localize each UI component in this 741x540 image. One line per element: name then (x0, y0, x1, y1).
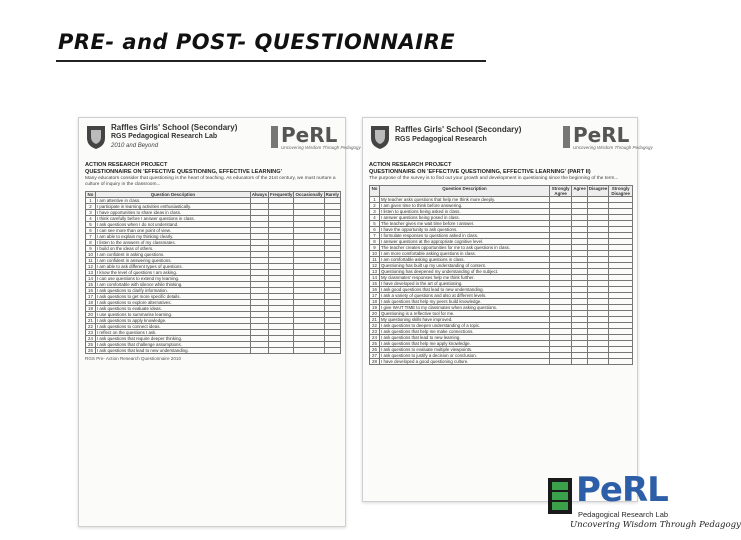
slide-title: PRE- and POST- QUESTIONNAIRE (58, 30, 456, 54)
title-underline (56, 60, 486, 62)
column-header: Strongly Agree (550, 186, 572, 197)
perl-brand: PeRL (576, 470, 668, 510)
year-text: 2010 and Beyond (111, 143, 159, 149)
question-number: 25 (370, 341, 380, 347)
question-number: 16 (370, 287, 380, 293)
question-number: 26 (86, 348, 96, 354)
question-number: 10 (370, 251, 380, 257)
question-text: I ask questions that challenge assumptions. (95, 342, 250, 348)
question-number: 1 (86, 198, 96, 204)
perl-lab-name: Pedagogical Research Lab (578, 510, 669, 519)
question-number: 9 (86, 246, 96, 252)
question-number: 14 (86, 276, 96, 282)
question-text: I ask questions that require deeper thinking. (95, 336, 250, 342)
question-text: I am able to ask different types of questions. (95, 264, 250, 270)
post-questionnaire-document (362, 117, 653, 502)
perl-corner-logo (548, 470, 741, 532)
question-text: I ask questions to justify a decision or conclusion. (380, 353, 550, 359)
question-text: Questioning has built up my understanding of content. (380, 263, 550, 269)
column-header: Frequently (270, 192, 293, 197)
question-number: 21 (86, 318, 96, 324)
column-header: Question Description (380, 186, 550, 197)
question-text: I ask questions to get more specific details. (95, 294, 250, 300)
question-number: 26 (370, 347, 380, 353)
table-row (86, 348, 341, 354)
question-number: 17 (370, 293, 380, 299)
question-text: I ask questions that help me make connections. (380, 329, 550, 335)
doc-header (79, 118, 361, 162)
question-text: I can use questions to extend my learning. (95, 276, 250, 282)
question-text: I ask questions to apply knowledge. (95, 318, 250, 324)
question-text: Questioning is a reflective tool for me. (380, 311, 550, 317)
question-text: I ask good questions that lead to new understanding. (380, 287, 550, 293)
question-number: 6 (370, 227, 380, 233)
rating-cell (587, 359, 609, 365)
question-text: I have opportunities to share ideas in class. (95, 210, 250, 216)
rating-cell (324, 348, 340, 354)
question-text: I am comfortable asking questions in class. (380, 257, 550, 263)
questionnaire-heading: QUESTIONNAIRE ON 'EFFECTIVE QUESTIONING, EFFECTIVE LEARNING' (85, 169, 282, 175)
perl-logo-text: PeRL (573, 123, 630, 147)
question-text: I ask questions to clarify information. (95, 288, 250, 294)
question-number: 8 (370, 239, 380, 245)
school-name: Raffles Girls' School (Secondary) (395, 125, 522, 134)
question-text: I think carefully before I answer questions in class. (95, 216, 250, 222)
question-text: Questioning has deepened my understanding of the subject. (380, 269, 550, 275)
doc-header (363, 118, 653, 162)
question-number: 14 (370, 275, 380, 281)
question-number: 1 (370, 197, 380, 203)
question-number: 21 (370, 317, 380, 323)
question-text: I have developed a good questioning culture. (380, 359, 550, 365)
question-text: I am confident in asking questions. (95, 252, 250, 258)
question-text: I have the opportunity to ask questions. (380, 227, 550, 233)
question-text: I ask questions to explore alternatives. (95, 300, 250, 306)
question-number: 23 (370, 329, 380, 335)
question-number: 4 (86, 216, 96, 222)
question-text: I formulate responses to questions asked in class. (380, 233, 550, 239)
question-number: 18 (370, 299, 380, 305)
question-text: I answer questions at the appropriate cognitive level. (380, 239, 550, 245)
question-text: I answer questions being posed in class. (380, 215, 550, 221)
question-number: 20 (86, 312, 96, 318)
question-number: 24 (370, 335, 380, 341)
question-number: 13 (86, 270, 96, 276)
questionnaire-heading: QUESTIONNAIRE ON 'EFFECTIVE QUESTIONING, EFFECTIVE LEARNING' (PART II) (369, 169, 591, 175)
question-number: 28 (370, 359, 380, 365)
question-table (369, 185, 633, 365)
column-header: Rarely (325, 192, 339, 197)
column-header: Strongly Disagree (609, 186, 633, 197)
question-text: I ask questions when I do not understand. (95, 222, 250, 228)
question-text: I listen to the answers of my classmates. (95, 240, 250, 246)
column-header: No (86, 192, 96, 198)
question-text: I ask questions that help my peers build knowledge. (380, 299, 550, 305)
question-text: I participate in learning activities enthusiastically. (95, 204, 250, 210)
question-text: I use questions to summarise learning. (95, 312, 250, 318)
question-text: I ask questions that lead to new understanding. (95, 348, 250, 354)
lab-name: RGS Pedagogical Research Lab (111, 133, 218, 140)
question-number: 25 (86, 342, 96, 348)
question-text: My classmates' responses help me think further. (380, 275, 550, 281)
question-number: 18 (86, 300, 96, 306)
question-number: 2 (370, 203, 380, 209)
question-number: 13 (370, 269, 380, 275)
column-header: Question Description (95, 192, 250, 198)
rating-cell (609, 359, 633, 365)
question-number: 22 (86, 324, 96, 330)
question-number: 2 (86, 204, 96, 210)
project-heading: ACTION RESEARCH PROJECT (85, 162, 168, 168)
school-crest-icon (85, 124, 107, 150)
question-number: 15 (86, 282, 96, 288)
rgs-bar-icon (271, 126, 278, 148)
question-number: 23 (86, 330, 96, 336)
rating-cell (269, 348, 294, 354)
question-number: 3 (370, 209, 380, 215)
column-header: Always (251, 192, 268, 197)
question-text: I am more comfortable asking questions in class. (380, 251, 550, 257)
rgs-emblem-icon (548, 478, 572, 514)
question-number: 11 (370, 257, 380, 263)
rating-cell (250, 348, 268, 354)
column-header: Agree (572, 186, 587, 197)
perl-logo (271, 123, 361, 152)
question-number: 8 (86, 240, 96, 246)
question-number: 6 (86, 228, 96, 234)
question-text: I am given time to think before answering. (380, 203, 550, 209)
question-number: 15 (370, 281, 380, 287)
column-header: Occasionally (295, 192, 323, 197)
question-text: I am attentive in class. (95, 198, 250, 204)
question-text: I am confident in answering questions. (95, 258, 250, 264)
question-text: I have developed in the art of questioning. (380, 281, 550, 287)
perl-logo (563, 123, 653, 152)
question-number: 7 (86, 234, 96, 240)
question-text: I ask questions that help me apply knowledge. (380, 341, 550, 347)
question-text: I listen to questions being asked in class. (380, 209, 550, 215)
project-heading: ACTION RESEARCH PROJECT (369, 162, 452, 168)
question-text: I build on the ideas of others. (95, 246, 250, 252)
question-text: I ask questions to evaluate ideas. (95, 306, 250, 312)
column-header: Disagree (587, 186, 609, 197)
question-text: I am comfortable with silence while thinking. (95, 282, 250, 288)
question-number: 12 (370, 263, 380, 269)
question-number: 16 (86, 288, 96, 294)
rating-cell (550, 359, 572, 365)
question-number: 19 (86, 306, 96, 312)
question-number: 22 (370, 323, 380, 329)
question-number: 19 (370, 305, 380, 311)
question-table (85, 191, 341, 354)
perl-tagline: Uncovering Wisdom Through Pedagogy (281, 145, 361, 150)
question-text: I know the level of questions I am asking. (95, 270, 250, 276)
pre-questionnaire-document (78, 117, 361, 527)
rating-cell (572, 359, 587, 365)
question-text: I ask questions to evaluate multiple viewpoints. (380, 347, 550, 353)
perl-motto: Uncovering Wisdom Through Pedagogy (570, 520, 741, 530)
question-number: 5 (370, 221, 380, 227)
question-number: 17 (86, 294, 96, 300)
school-name: Raffles Girls' School (Secondary) (111, 123, 238, 132)
question-number: 7 (370, 233, 380, 239)
question-text: My questioning skills have improved. (380, 317, 550, 323)
question-text: The teacher creates opportunities for me to ask questions in class. (380, 245, 550, 251)
question-number: 27 (370, 353, 380, 359)
lab-name: RGS Pedagogical Research (395, 136, 487, 143)
question-number: 24 (86, 336, 96, 342)
question-number: 20 (370, 311, 380, 317)
question-text: I am able to explain my thinking clearly. (95, 234, 250, 240)
question-text: My teacher asks questions that help me think more deeply. (380, 197, 550, 203)
table-row (370, 359, 633, 365)
question-number: 3 (86, 210, 96, 216)
school-crest-icon (369, 124, 391, 150)
question-text: I ask questions to connect ideas. (95, 324, 250, 330)
perl-logo-text: PeRL (281, 123, 338, 147)
question-text: I ask questions that lead to new learning. (380, 335, 550, 341)
question-number: 5 (86, 222, 96, 228)
question-number: 9 (370, 245, 380, 251)
question-number: 4 (370, 215, 380, 221)
column-header: No (370, 186, 380, 197)
question-text: I give WAIT TIME to my classmates when asking questions. (380, 305, 550, 311)
question-number: 12 (86, 264, 96, 270)
rgs-bar-icon (563, 126, 570, 148)
question-text: I ask a variety of questions and also at different levels. (380, 293, 550, 299)
doc-footer: RGS Pre- Action Research Questionnaire 2010 (85, 356, 182, 361)
question-text: I ask questions to deepen understanding of a topic. (380, 323, 550, 329)
question-text: I reflect on the questions I ask. (95, 330, 250, 336)
intro-text: Many educators consider that questioning is the heart of teaching. As educators of the 21st century, we must nurture a culture of inquiry in the classroom... (85, 176, 336, 187)
perl-tagline: Uncovering Wisdom Through Pedagogy (573, 145, 653, 150)
question-number: 10 (86, 252, 96, 258)
rating-cell (294, 348, 324, 354)
question-text: The teacher gives me wait time before I answer. (380, 221, 550, 227)
question-text: I can see more than one point of view. (95, 228, 250, 234)
intro-text: The purpose of the survey is to find out your growth and development in questioning since the beginning of the term... (369, 176, 619, 181)
question-number: 11 (86, 258, 96, 264)
